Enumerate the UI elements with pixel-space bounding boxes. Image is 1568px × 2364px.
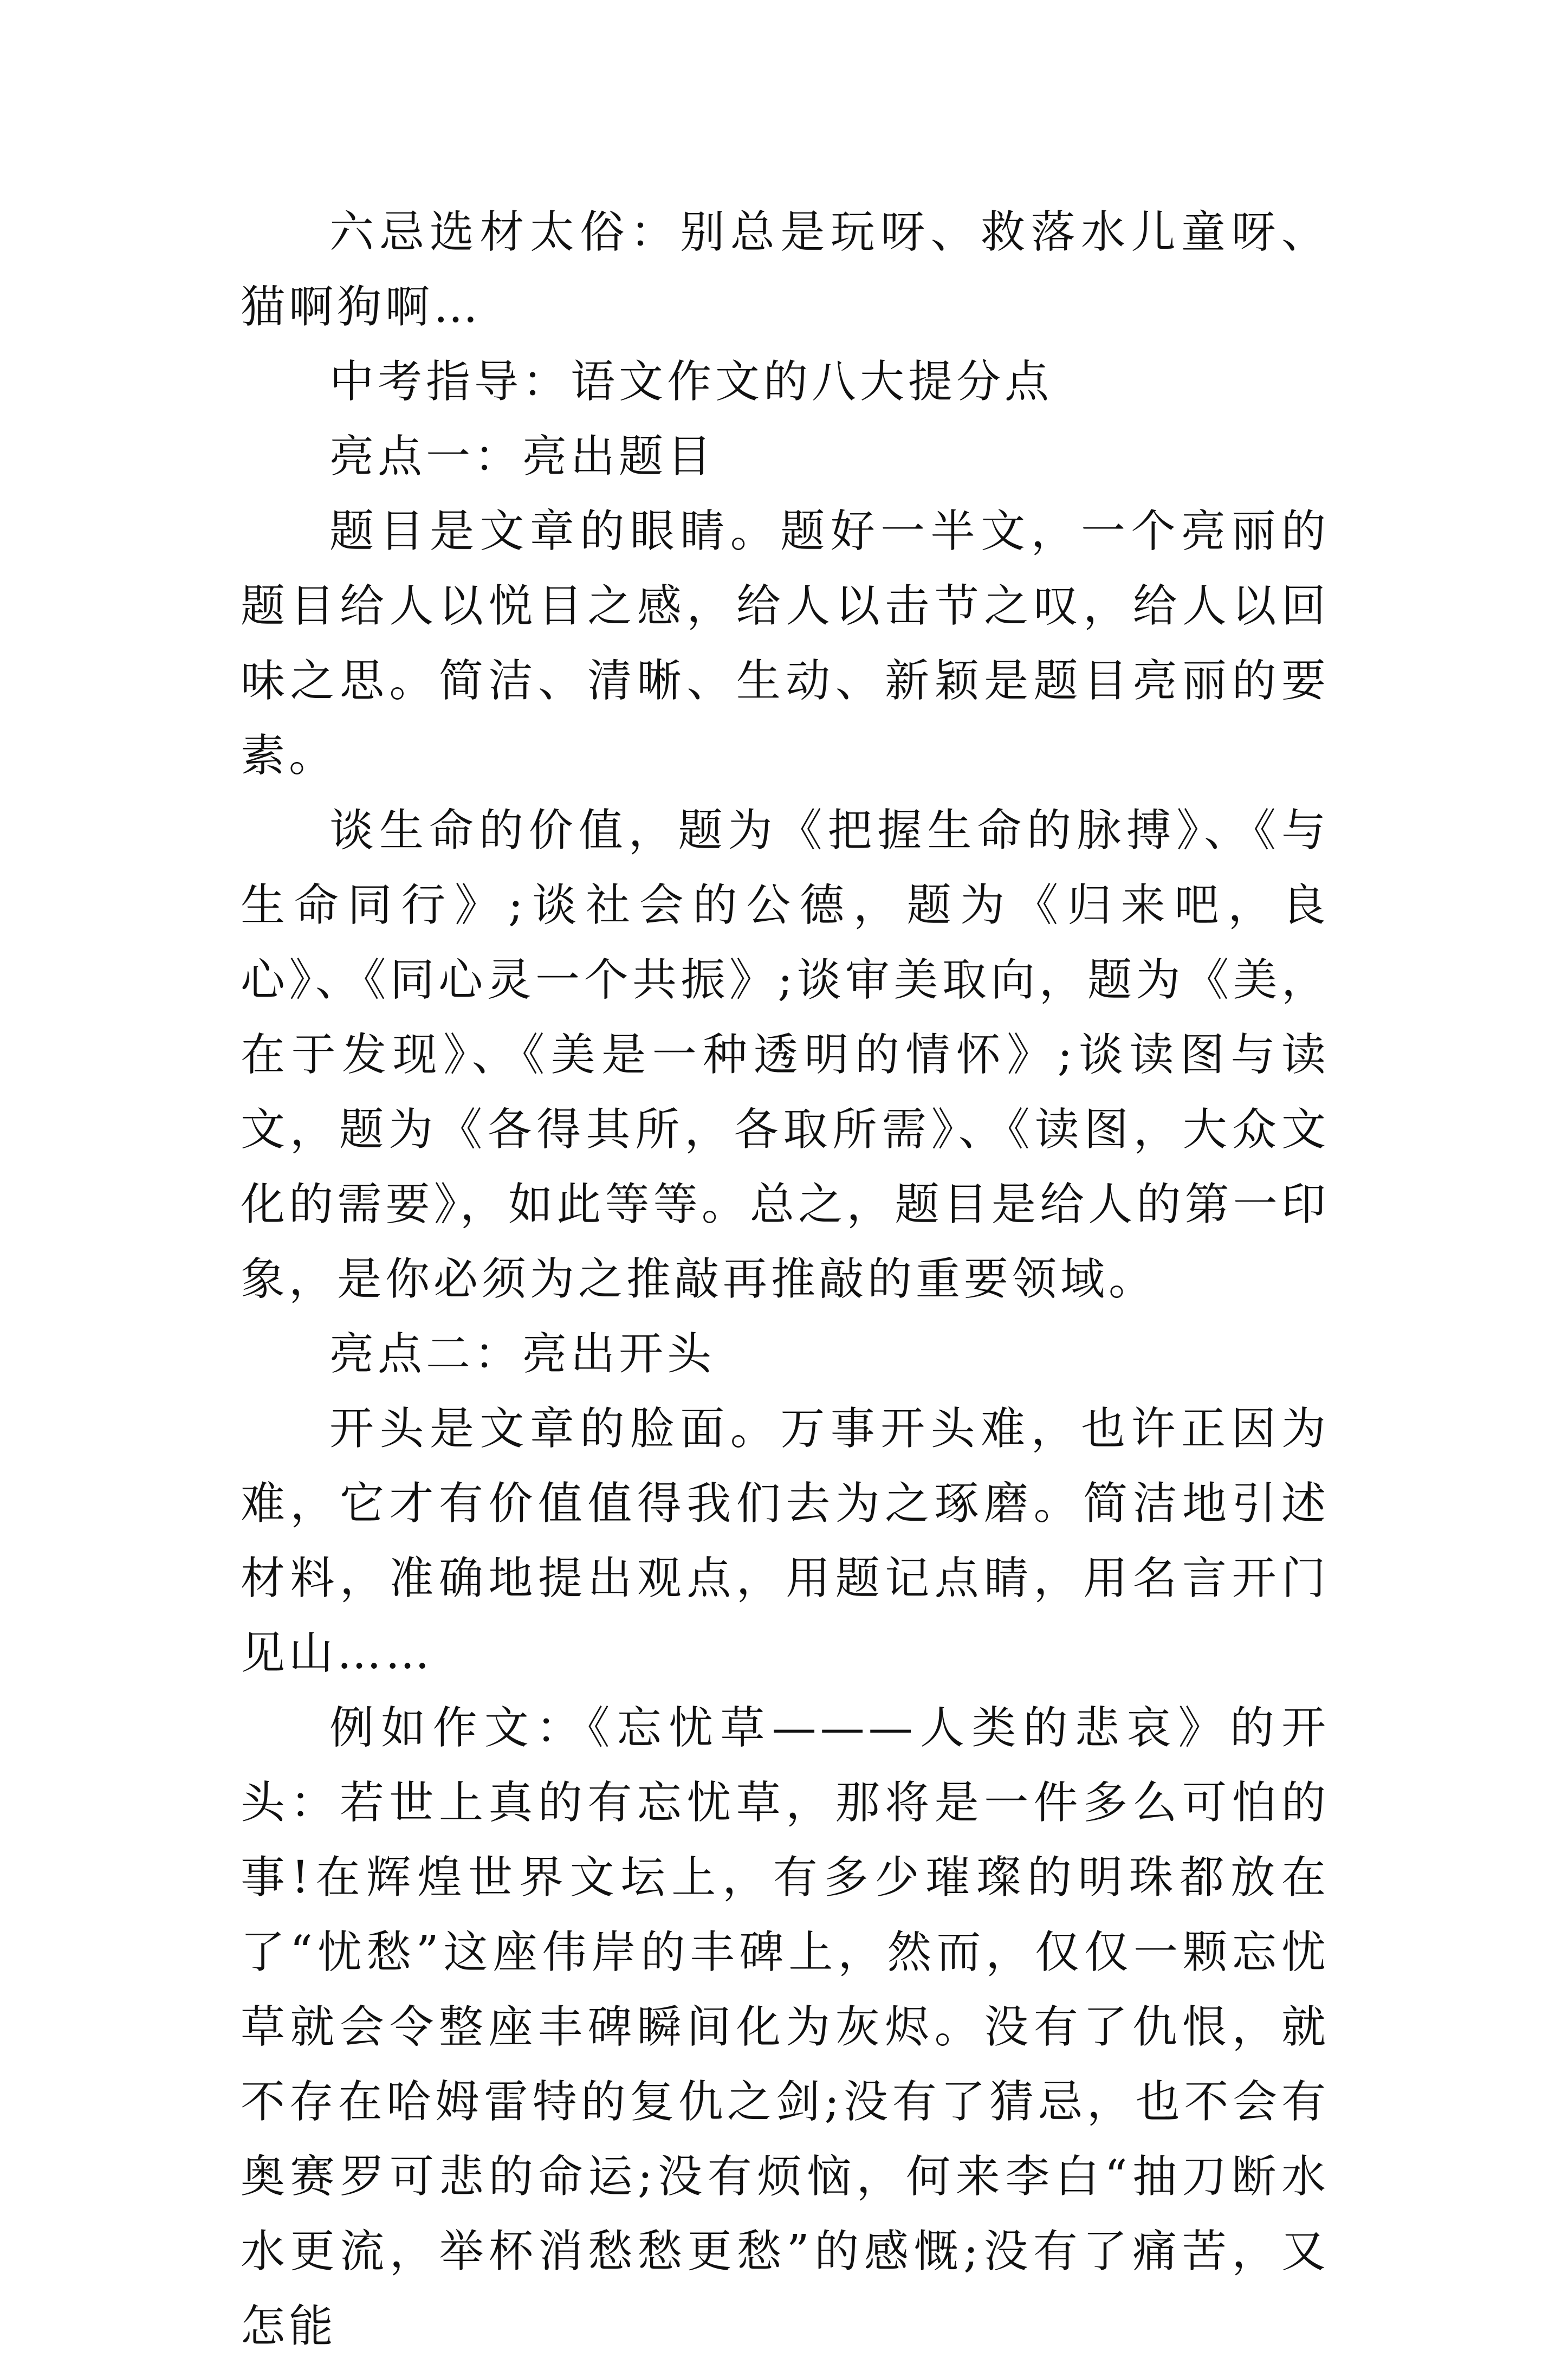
section-heading: 中考指导：语文作文的八大提分点 [329, 356, 1053, 408]
highlight-two-heading: 亮点二：亮出开头 [329, 1328, 716, 1380]
paragraph-opening-importance: 开头是文章的脸面。万事开头难，也许正因为难，它才有价值值得我们去为之琢磨。简洁地引述材料，准确地提出观点，用题记点睛，用名言开门见山…… [241, 1403, 1330, 1679]
highlight-one-heading: 亮点一：亮出题目 [329, 431, 716, 482]
paragraph-title-examples: 谈生命的价值，题为《把握生命的脉搏》、《与生命同行》;谈社会的公德，题为《归来吧，良心》、《同心灵一个共振》;谈审美取向，题为《美，在于发现》、《美是一种透明的情怀》;谈读图与读文，题为《各得其所，各取所需》、《读图，大众文化的需要》，如此等等。总之，题目是给人的第一印象，是你必须为之推敲再推敲的重要领域。 [241, 805, 1330, 1305]
paragraph-six-taboo: 六忌选材太俗：别总是玩呀、救落水儿童呀、猫啊狗啊… [241, 206, 1330, 333]
paragraph-title-importance: 题目是文章的眼睛。题好一半文，一个亮丽的题目给人以悦目之感，给人以击节之叹，给人以回味之思。简洁、清晰、生动、新颖是题目亮丽的要素。 [241, 506, 1330, 781]
document-body [241, 195, 1330, 2364]
paragraph-opening-example: 例如作文：《忘忧草———人类的悲哀》的开头：若世上真的有忘忧草，那将是一件多么可怕的事!在辉煌世界文坛上，有多少璀璨的明珠都放在了“忧愁”这座伟岸的丰碑上，然而，仅仅一颗忘忧草就会令整座丰碑瞬间化为灰烬。没有了仇恨，就不存在哈姆雷特的复仇之剑;没有了猜忌，也不会有奥赛罗可悲的命运;没有烦恼，何来李白“抽刀断水水更流，举杯消愁愁更愁”的感慨;没有了痛苦，又怎能 [241, 1702, 1330, 2352]
